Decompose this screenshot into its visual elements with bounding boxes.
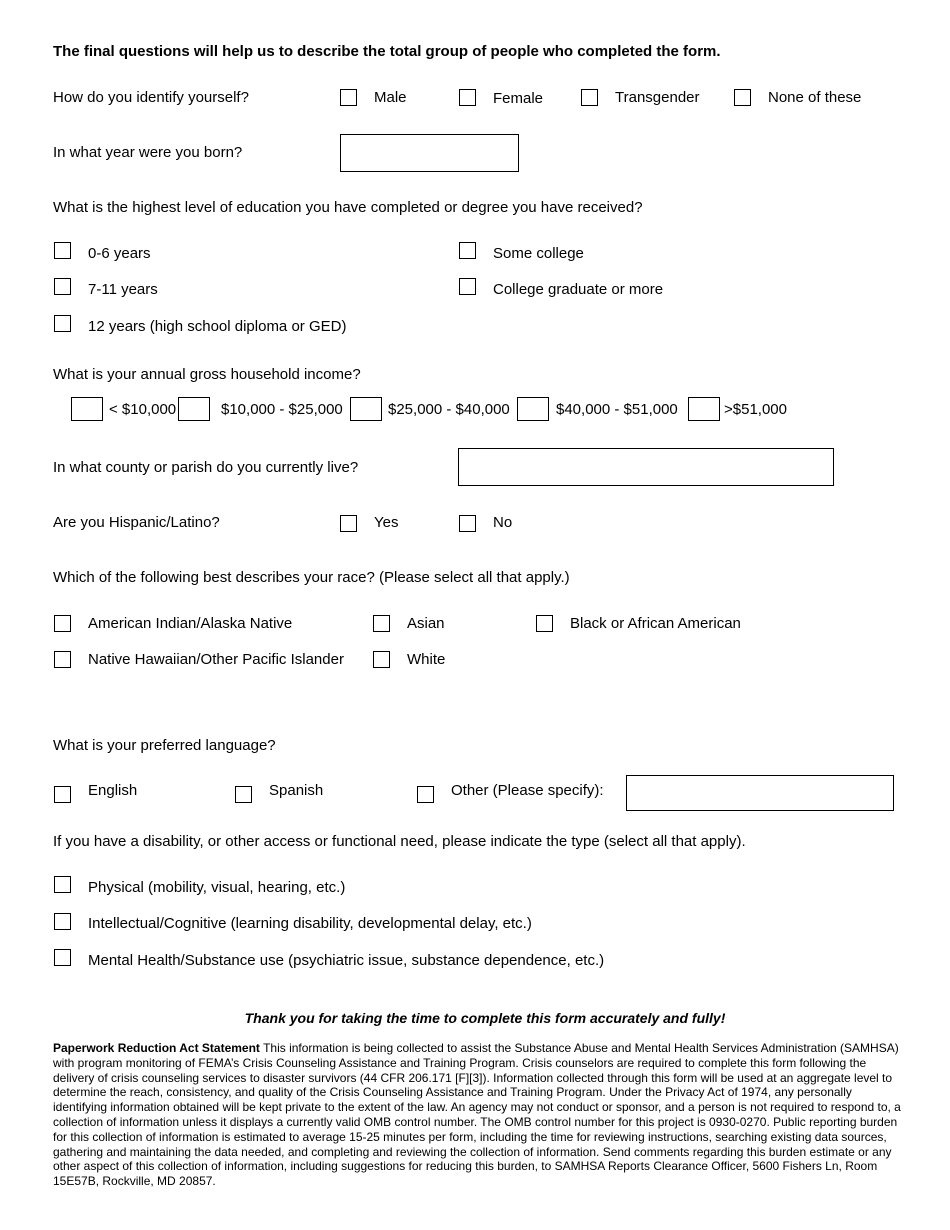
disability-mental-health-label: Mental Health/Substance use (psychiatric issue, substance dependence, etc.) xyxy=(88,952,605,969)
education-7-11-label: 7-11 years xyxy=(88,281,158,298)
gender-male-label: Male xyxy=(374,89,407,106)
hispanic-yes-checkbox[interactable] xyxy=(340,515,357,532)
income-over-51k-checkbox[interactable] xyxy=(688,397,720,421)
hispanic-no-label: No xyxy=(493,514,513,531)
gender-none-checkbox[interactable] xyxy=(734,89,751,106)
education-college-grad-checkbox[interactable] xyxy=(459,278,476,295)
race-native-hawaiian-checkbox[interactable] xyxy=(54,651,71,668)
education-0-6-checkbox[interactable] xyxy=(54,242,71,259)
race-asian-label: Asian xyxy=(407,615,445,632)
disability-physical-label: Physical (mobility, visual, hearing, etc.) xyxy=(88,879,346,896)
race-question: Which of the following best describes your race? (Please select all that apply.) xyxy=(53,569,570,586)
income-under-10k-checkbox[interactable] xyxy=(71,397,103,421)
education-12-label: 12 years (high school diploma or GED) xyxy=(88,318,347,335)
race-native-hawaiian-label: Native Hawaiian/Other Pacific Islander xyxy=(88,651,344,668)
language-question: What is your preferred language? xyxy=(53,737,276,754)
education-some-college-label: Some college xyxy=(493,245,584,262)
disability-intellectual-label: Intellectual/Cognitive (learning disability, developmental delay, etc.) xyxy=(88,915,532,932)
birth-year-question: In what year were you born? xyxy=(53,144,243,161)
race-black-label: Black or African American xyxy=(570,615,741,632)
education-question: What is the highest level of education you have completed or degree you have received? xyxy=(53,199,643,216)
income-10k-25k-label: $10,000 - $25,000 xyxy=(221,401,343,418)
disability-intellectual-checkbox[interactable] xyxy=(54,913,71,930)
gender-none-label: None of these xyxy=(768,89,862,106)
county-input[interactable] xyxy=(458,448,834,486)
intro-heading: The final questions will help us to describe the total group of people who completed the form. xyxy=(53,43,721,60)
gender-female-checkbox[interactable] xyxy=(459,89,476,106)
language-other-input[interactable] xyxy=(626,775,894,811)
language-other-label: Other (Please specify): xyxy=(451,782,604,799)
gender-male-checkbox[interactable] xyxy=(340,89,357,106)
income-25k-40k-checkbox[interactable] xyxy=(350,397,382,421)
race-american-indian-label: American Indian/Alaska Native xyxy=(88,615,293,632)
race-american-indian-checkbox[interactable] xyxy=(54,615,71,632)
race-black-checkbox[interactable] xyxy=(536,615,553,632)
paperwork-body: This information is being collected to assist the Substance Abuse and Mental Health Services Administration (SAMHSA) with program monitoring of FEMA’s Crisis Counseling Assistance and Training Program. Crisis counselors are required to complete this form following the delivery of crisis counseling services to disaster survivors (44 CFR 206.171 [F][3]). Information collected through this form will be used at an aggregate level to determine the reach, consistency, and quality of the Crisis Counseling Assistance and Training Program. Under the Privacy Act of 1974, any personally identifying information obtained will be kept private to the extent of the law. An agency may not conduct or sponsor, and a person is not required to respond to, a collection of information unless it displays a currently valid OMB control number. The OMB control number for this project is 0930-0270. Public reporting burden for this collection of information is estimated to average 15-25 minutes per form, including the time for reviewing instructions, searching existing data sources, gathering and maintaining the data needed, and completing and reviewing the collection of information. Send comments regarding this burden estimate or any other aspect of this collection of information, including suggestions for reducing this burden, to SAMHSA Reports Clearance Officer, 5600 Fishers Ln, Room 15E57B, Rockville, MD 20857. xyxy=(53,1041,901,1189)
income-25k-40k-label: $25,000 - $40,000 xyxy=(388,401,510,418)
gender-transgender-checkbox[interactable] xyxy=(581,89,598,106)
language-english-label: English xyxy=(88,782,138,799)
income-40k-51k-label: $40,000 - $51,000 xyxy=(556,401,678,418)
disability-mental-health-checkbox[interactable] xyxy=(54,949,71,966)
gender-transgender-label: Transgender xyxy=(615,89,700,106)
disability-physical-checkbox[interactable] xyxy=(54,876,71,893)
income-10k-25k-checkbox[interactable] xyxy=(178,397,210,421)
language-english-checkbox[interactable] xyxy=(54,786,71,803)
thank-you-message: Thank you for taking the time to complete this form accurately and fully! xyxy=(244,1010,726,1026)
race-white-checkbox[interactable] xyxy=(373,651,390,668)
income-over-51k-label: >$51,000 xyxy=(724,401,787,418)
language-spanish-label: Spanish xyxy=(269,782,324,799)
disability-question: If you have a disability, or other access or functional need, please indicate the type (select all that apply). xyxy=(53,833,746,850)
county-question: In what county or parish do you currently live? xyxy=(53,459,359,476)
education-college-grad-label: College graduate or more xyxy=(493,281,664,298)
gender-female-label: Female xyxy=(493,90,544,107)
education-some-college-checkbox[interactable] xyxy=(459,242,476,259)
education-0-6-label: 0-6 years xyxy=(88,245,151,262)
hispanic-yes-label: Yes xyxy=(374,514,399,531)
language-spanish-checkbox[interactable] xyxy=(235,786,252,803)
language-other-checkbox[interactable] xyxy=(417,786,434,803)
education-12-checkbox[interactable] xyxy=(54,315,71,332)
hispanic-no-checkbox[interactable] xyxy=(459,515,476,532)
paperwork-title: Paperwork Reduction Act Statement xyxy=(53,1041,260,1055)
paperwork-statement xyxy=(53,1041,903,1189)
race-asian-checkbox[interactable] xyxy=(373,615,390,632)
income-under-10k-label: < $10,000 xyxy=(109,401,177,418)
education-7-11-checkbox[interactable] xyxy=(54,278,71,295)
income-question: What is your annual gross household income? xyxy=(53,366,361,383)
hispanic-question: Are you Hispanic/Latino? xyxy=(53,514,220,531)
gender-question: How do you identify yourself? xyxy=(53,89,249,106)
race-white-label: White xyxy=(407,651,446,668)
income-40k-51k-checkbox[interactable] xyxy=(517,397,549,421)
birth-year-input[interactable] xyxy=(340,134,519,172)
